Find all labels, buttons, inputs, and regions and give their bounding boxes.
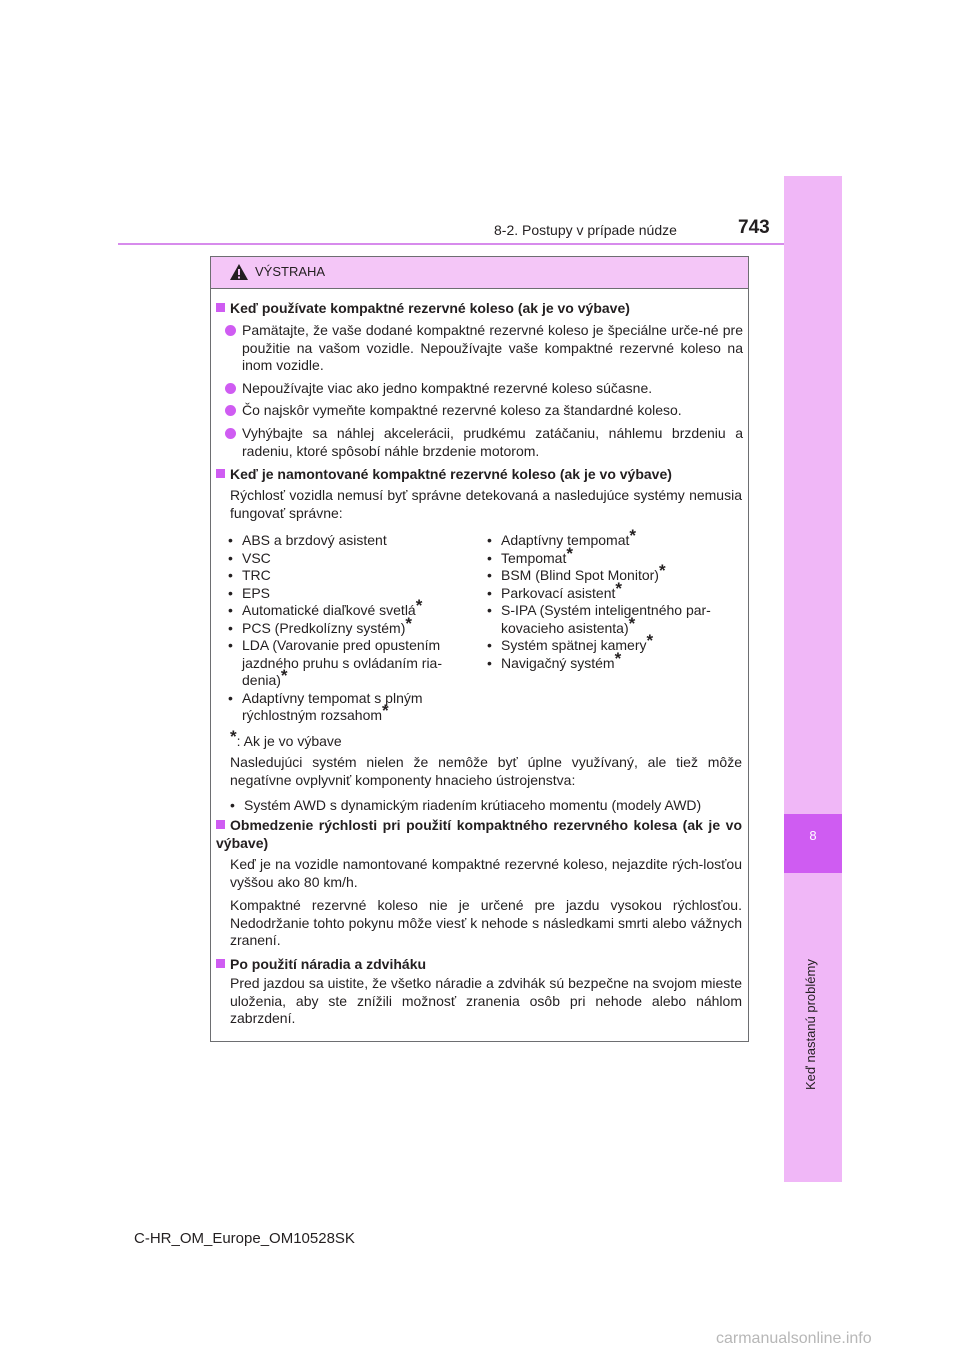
chapter-number: 8 [809,828,817,843]
list-item: Čo najskôr vymeňte kompaktné rezervné koleso za štandardné koleso. [225,402,743,420]
round-bullet-icon [225,325,236,336]
systems-list-left [228,532,478,725]
list-item: • Parkovací asistent* [487,585,727,603]
list-item: • Systém AWD s dynamickým riadením krútiaceho momentu (modely AWD) [230,797,742,815]
list-item: • Navigačný systém* [487,655,727,673]
list-item: • VSC [228,550,478,568]
round-bullet-icon [225,428,236,439]
footnote: *: Ak je vo výbave [230,727,342,749]
square-bullet-icon [216,959,225,968]
paragraph: Pred jazdou sa uistite, že všetko náradie a zdvihák sú bezpečne na svojom mieste uloženia, aby ste znížili možnosť zranenia osôb pri nehode alebo náhlom zabrzdení. [230,975,742,1026]
chapter-label: Keď nastanú problémy [803,959,818,1090]
round-bullet-icon [225,405,236,416]
warning-title: VÝSTRAHA [255,264,326,279]
list-item: • Automatické diaľkové svetlá* [228,602,478,620]
paragraph: Keď je na vozidle namontované kompaktné rezervné koleso, nejazdite rých-losťou vyššou ako 80 km/h. [230,856,742,890]
list-item: • Tempomat* [487,550,727,568]
paragraph: Nasledujúci systém nielen že nemôže byť úplne využívaný, ale tiež môže negatívne ovplyvniť komponenty hnacieho ústrojenstva: [230,754,742,788]
square-bullet-icon [216,469,225,478]
list-item: • TRC [228,567,478,585]
list-item: Pamätajte, že vaše dodané kompaktné rezervné koleso je špeciálne urče-né pre použitie na vašom vozidle. Nepoužívajte vaše kompaktné rezervné koleso na inom vozidle. [225,322,743,375]
list-item: • LDA (Varovanie pred opustením jazdného pruhu s ovládaním ria-denia)* [228,637,478,690]
list-item: • S-IPA (Systém inteligentného par-kovacieho asistenta)* [487,602,727,637]
section-heading-spare-mounted: Keď je namontované kompaktné rezervné koleso (ak je vo výbave) [216,466,672,484]
page-number: 743 [738,217,770,238]
list-item: • EPS [228,585,478,603]
section-heading-spare-use: Keď používate kompaktné rezervné koleso (ak je vo výbave) [216,300,630,318]
section-title: 8-2. Postupy v prípade núdze [494,222,677,238]
section-heading-speed-limit: Obmedzenie rýchlosti pri použití kompaktného rezervného kolesa (ak je vo výbave) [216,817,742,851]
awd-list [230,797,742,815]
list-item: • Adaptívny tempomat* [487,532,727,550]
list-item: • BSM (Blind Spot Monitor)* [487,567,727,585]
round-bullet-icon [225,383,236,394]
document-code: C-HR_OM_Europe_OM10528SK [134,1230,355,1247]
list-item: • Adaptívny tempomat s plným rýchlostným rozsahom* [228,690,478,725]
warning-box [210,256,749,1042]
list-item: Nepoužívajte viac ako jedno kompaktné rezervné koleso súčasne. [225,380,743,398]
square-bullet-icon [216,303,225,312]
warning-header [211,257,748,289]
list-item: Vyhýbajte sa náhlej akcelerácii, prudkému zatáčaniu, náhlemu brzdeniu a radeniu, ktoré spôsobí náhle brzdenie motorom. [225,425,743,460]
paragraph: Rýchlosť vozidla nemusí byť správne detekovaná a nasledujúce systémy nemusia fungovať správne: [230,487,742,521]
warning-triangle-icon [229,263,249,281]
list-item: • Systém spätnej kamery* [487,637,727,655]
list-item: • PCS (Predkolízny systém)* [228,620,478,638]
paragraph: Kompaktné rezervné koleso nie je určené pre jazdu vysokou rýchlosťou. Nedodržanie tohto pokynu môže viesť k nehode s následkami smrti alebo vážnych zranení. [230,897,742,948]
list-item: • ABS a brzdový asistent [228,532,478,550]
systems-list-right [487,526,727,672]
watermark: carmanualsonline.info [716,1330,872,1347]
chapter-number-box [784,814,842,873]
section-heading-after-tools: Po použití náradia a zdviháku [216,956,426,974]
square-bullet-icon [216,820,225,829]
header-rule [118,243,784,245]
